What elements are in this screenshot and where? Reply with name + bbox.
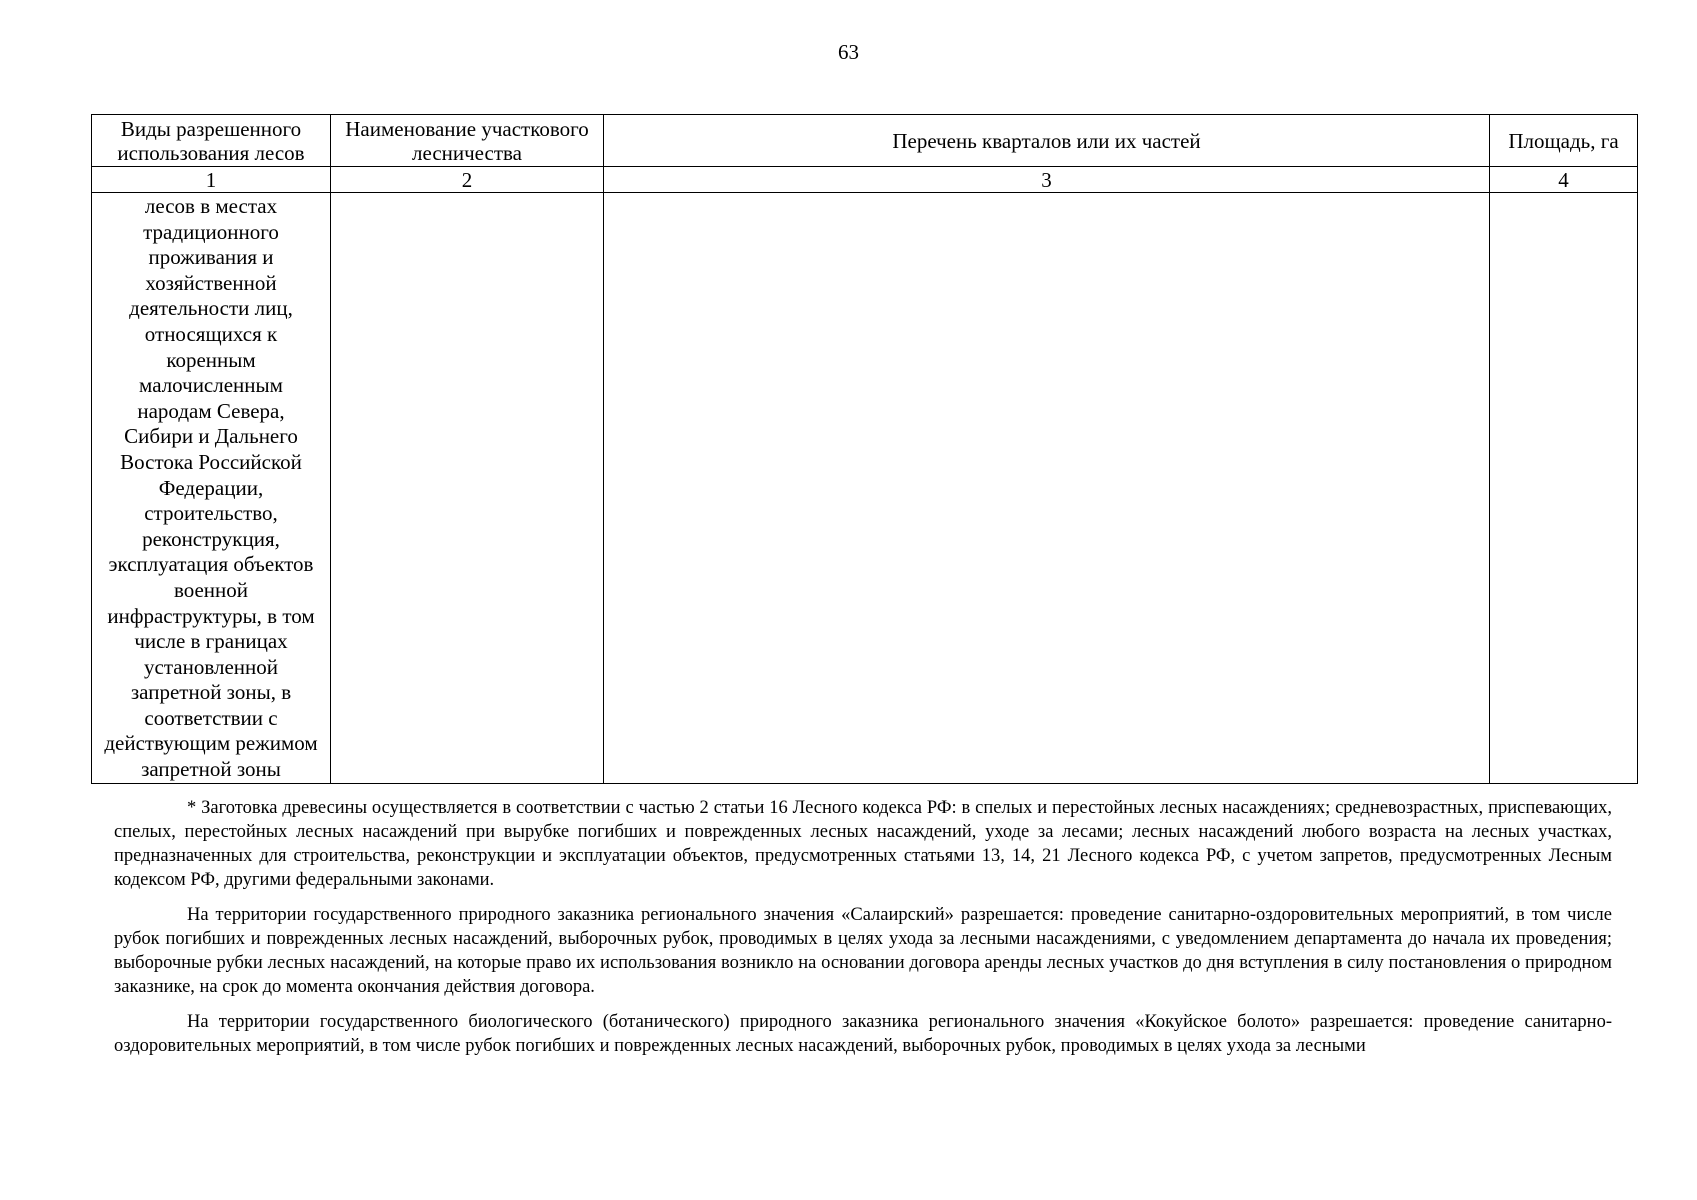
usage-line: эксплуатация объектов (108, 552, 314, 577)
header-area: Площадь, га (1490, 115, 1638, 167)
usage-line: народам Севера, (137, 398, 285, 423)
usage-line: традиционного (143, 219, 279, 244)
usage-line: действующим режимом (104, 731, 318, 756)
usage-line: инфраструктуры, в том (107, 603, 315, 628)
usage-line: малочисленным (139, 373, 283, 398)
usage-line: относящихся к (144, 321, 278, 346)
usage-line: соответствии с (144, 705, 278, 730)
column-number: 1 (92, 167, 331, 193)
usage-line: строительство, (144, 501, 278, 526)
usage-line: Востока Российской (120, 449, 302, 474)
permitted-use-table (91, 114, 1638, 784)
footnote-paragraph: * Заготовка древесины осуществляется в соответствии с частью 2 статьи 16 Лесного кодекса РФ: в спелых и перестойных лесных насаждениях; средневозрастных, приспевающих, спелых, перестойных лесных насаждений при вырубке погибших и поврежденных лесных насаждений, уходе за лесами; лесных насаждений любого возраста на лесных участках, предназначенных для строительства, реконструкции и эксплуатации объектов, предусмотренных статьями 13, 14, 21 Лесного кодекса РФ, с учетом запретов, предусмотренных Лесным кодексом РФ, другими федеральными законами. (114, 798, 1612, 890)
page-number: 63 (838, 40, 859, 64)
usage-line: Сибири и Дальнего (124, 424, 298, 449)
header-forestry-name: Наименование участкового лесничества (331, 115, 604, 167)
notes-section (114, 796, 1612, 1069)
area-cell (1490, 193, 1638, 784)
salairsky-paragraph: На территории государственного природного заказника регионального значения «Салаирский» разрешается: проведение санитарно-оздоровительных мероприятий, в том числе рубок погибших и поврежденных лесных насаждений, выборочных рубок, проводимых в целях ухода за лесными насаждениями, с уведомлением департамента до начала их проведения; выборочные рубки лесных насаждений, на которые право их использования возникло на основании договора аренды лесных участков до дня вступления в силу постановления о природном заказнике, на срок до момента окончания действия договора. (114, 905, 1612, 997)
usage-line: проживания и (148, 245, 274, 270)
column-number: 3 (604, 167, 1490, 193)
header-usage-type: Виды разрешенного использования лесов (92, 115, 331, 167)
usage-line: числе в границах (134, 629, 288, 654)
usage-line: запретной зоны, в (130, 680, 292, 705)
usage-line: хозяйственной (145, 270, 277, 295)
usage-line: Федерации, (158, 475, 264, 500)
usage-line: реконструкция, (142, 526, 280, 551)
forestry-cell (331, 193, 604, 784)
usage-line: запретной зоны (141, 757, 281, 782)
usage-line: деятельности лиц, (129, 296, 293, 321)
column-number: 4 (1490, 167, 1638, 193)
usage-type-cell (92, 193, 331, 784)
header-quarters-list: Перечень кварталов или их частей (604, 115, 1490, 167)
column-number-row (92, 167, 1638, 193)
usage-line: военной (173, 577, 249, 602)
kokuyskoe-paragraph: На территории государственного биологического (ботанического) природного заказника регионального значения «Кокуйское болото» разрешается: проведение санитарно-оздоровительных мероприятий, в том числе рубок погибших и поврежденных лесных насаждений, выборочных рубок, проводимых в целях ухода за лесными (114, 1012, 1612, 1056)
usage-line: лесов в местах (144, 194, 278, 218)
column-number: 2 (331, 167, 604, 193)
usage-line: коренным (166, 347, 256, 372)
usage-line: установленной (144, 654, 278, 679)
quarters-cell (604, 193, 1490, 784)
table-header-row (92, 115, 1638, 167)
table-row (92, 193, 1638, 784)
